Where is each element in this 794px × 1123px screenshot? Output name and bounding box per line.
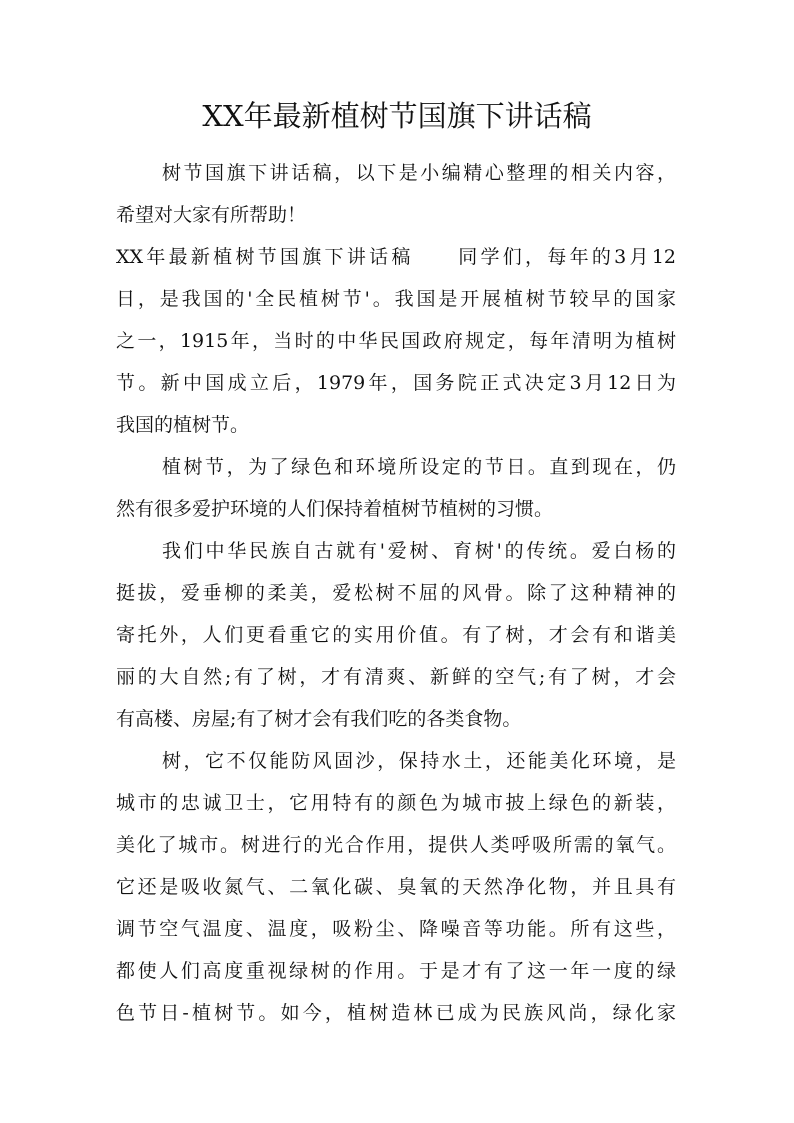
paragraph-line: 之一，1915年，当时的中华民国政府规定，每年清明为植树 (116, 330, 676, 352)
paragraph-line: 我国的植树节。 (116, 414, 250, 436)
paragraph-line: 希望对大家有所帮助！ (116, 204, 307, 226)
paragraph-line: 树，它不仅能防风固沙，保持水土，还能美化环境，是 (162, 750, 676, 772)
paragraph-line: 有高楼、房屋;有了树才会有我们吃的各类食物。 (116, 708, 522, 730)
paragraph-line: 然有很多爱护环境的人们保持着植树节植树的习惯。 (116, 498, 554, 520)
paragraph-line: 植树节，为了绿色和环境所设定的节日。直到现在，仍 (162, 456, 676, 478)
paragraph-line: 我们中华民族自古就有'爱树、育树'的传统。爱白杨的 (162, 540, 676, 562)
paragraph-line: 美化了城市。树进行的光合作用，提供人类呼吸所需的氧气。 (116, 834, 676, 856)
paragraph-line: 日，是我国的'全民植树节'。我国是开展植树节较早的国家 (116, 288, 676, 310)
paragraph-line: 树节国旗下讲话稿，以下是小编精心整理的相关内容， (162, 162, 676, 184)
paragraph-line: 挺拔，爱垂柳的柔美，爱松树不屈的风骨。除了这种精神的 (116, 582, 676, 604)
paragraph-line: 色节日-植树节。如今，植树造林已成为民族风尚，绿化家 (116, 1002, 676, 1024)
paragraph-line: XX年最新植树节国旗下讲话稿 同学们，每年的3月12 (116, 246, 676, 268)
paragraph-line: 城市的忠诚卫士，它用特有的颜色为城市披上绿色的新装， (116, 792, 676, 814)
paragraph-line: 丽的大自然;有了树，才有清爽、新鲜的空气;有了树，才会 (116, 666, 676, 688)
paragraph-line: 节。新中国成立后，1979年，国务院正式决定3月12日为 (116, 372, 676, 394)
paragraph-line: 都使人们高度重视绿树的作用。于是才有了这一年一度的绿 (116, 960, 676, 982)
paragraph-line: 寄托外，人们更看重它的实用价值。有了树，才会有和谐美 (116, 624, 676, 646)
document-title: XX年最新植树节国旗下讲话稿 (202, 99, 592, 133)
paragraph-line: 它还是吸收氮气、二氧化碳、臭氧的天然净化物，并且具有 (116, 876, 676, 898)
paragraph-line: 调节空气温度、温度，吸粉尘、降噪音等功能。所有这些， (116, 918, 676, 940)
